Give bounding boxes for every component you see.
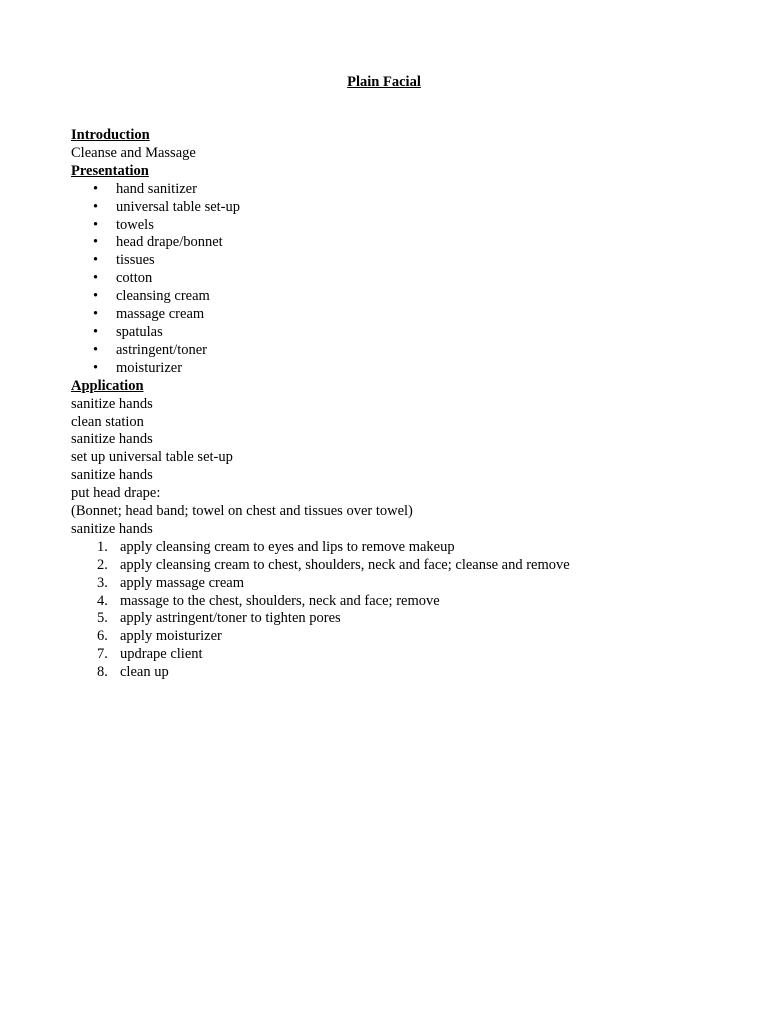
presentation-item-text: moisturizer: [116, 359, 183, 376]
presentation-item-text: hand sanitizer: [116, 180, 197, 197]
application-line: sanitize hands: [71, 467, 153, 484]
presentation-list-item: [71, 342, 711, 360]
bullet-icon: •: [93, 359, 99, 376]
presentation-list-item: [71, 288, 711, 306]
presentation-list-item: [71, 324, 711, 342]
step-number: 6.: [97, 628, 108, 645]
presentation-list-item: [71, 181, 711, 199]
application-heading: Application: [71, 377, 144, 394]
step-number: 5.: [97, 610, 108, 627]
presentation-list-item: [71, 360, 711, 378]
step-text: apply cleansing cream to eyes and lips to remove makeup: [120, 538, 455, 555]
presentation-item-text: cleansing cream: [116, 288, 210, 305]
step-number: 2.: [97, 556, 108, 573]
application-lines: [71, 396, 711, 539]
presentation-item-text: cotton: [116, 270, 153, 287]
step-text: apply massage cream: [120, 574, 245, 591]
step-text: apply cleansing cream to chest, shoulders, neck and face; cleanse and remove: [120, 556, 570, 573]
presentation-item-text: head drape/bonnet: [116, 234, 223, 251]
step-text: apply astringent/toner to tighten pores: [120, 610, 341, 627]
presentation-item-text: universal table set-up: [116, 198, 241, 215]
application-line: sanitize hands: [71, 520, 153, 537]
document-body: [71, 127, 711, 682]
presentation-list-item: [71, 270, 711, 288]
step-number: 4.: [97, 592, 108, 609]
application-step: [71, 628, 711, 646]
bullet-icon: •: [93, 234, 99, 251]
application-step: [71, 539, 711, 557]
bullet-icon: •: [93, 216, 99, 233]
step-text: massage to the chest, shoulders, neck and face; remove: [120, 592, 440, 609]
presentation-item-text: spatulas: [116, 323, 163, 340]
step-number: 1.: [97, 538, 108, 555]
presentation-list-item: [71, 234, 711, 252]
presentation-list-item: [71, 252, 711, 270]
application-step: [71, 646, 711, 664]
application-line: set up universal table set-up: [71, 449, 233, 466]
application-step: [71, 575, 711, 593]
application-step: [71, 610, 711, 628]
presentation-list-item: [71, 306, 711, 324]
step-text: clean up: [120, 664, 169, 681]
application-line: (Bonnet; head band; towel on chest and tissues over towel): [71, 503, 413, 520]
presentation-item-text: towels: [116, 216, 154, 233]
application-step: [71, 593, 711, 611]
bullet-icon: •: [93, 288, 99, 305]
presentation-item-text: astringent/toner: [116, 341, 208, 358]
application-line: clean station: [71, 413, 144, 430]
bullet-icon: •: [93, 270, 99, 287]
page-title: Plain Facial: [347, 74, 421, 90]
bullet-icon: •: [93, 341, 99, 358]
presentation-list-item: [71, 217, 711, 235]
introduction-text: Cleanse and Massage: [71, 144, 196, 161]
bullet-icon: •: [93, 323, 99, 340]
step-number: 3.: [97, 574, 108, 591]
presentation-heading: Presentation: [71, 162, 149, 179]
presentation-item-text: massage cream: [116, 306, 205, 323]
application-line: put head drape:: [71, 485, 161, 502]
presentation-list-item: [71, 199, 711, 217]
application-line: sanitize hands: [71, 431, 153, 448]
application-steps: [71, 539, 711, 682]
step-number: 8.: [97, 664, 108, 681]
step-text: apply moisturizer: [120, 628, 222, 645]
application-step: [71, 557, 711, 575]
bullet-icon: •: [93, 306, 99, 323]
step-text: updrape client: [120, 646, 203, 663]
bullet-icon: •: [93, 252, 99, 269]
application-step: [71, 664, 711, 682]
bullet-icon: •: [93, 198, 99, 215]
step-number: 7.: [97, 646, 108, 663]
application-line: sanitize hands: [71, 395, 153, 412]
presentation-item-text: tissues: [116, 252, 155, 269]
presentation-list: [71, 181, 711, 378]
bullet-icon: •: [93, 180, 99, 197]
introduction-heading: Introduction: [71, 127, 150, 143]
